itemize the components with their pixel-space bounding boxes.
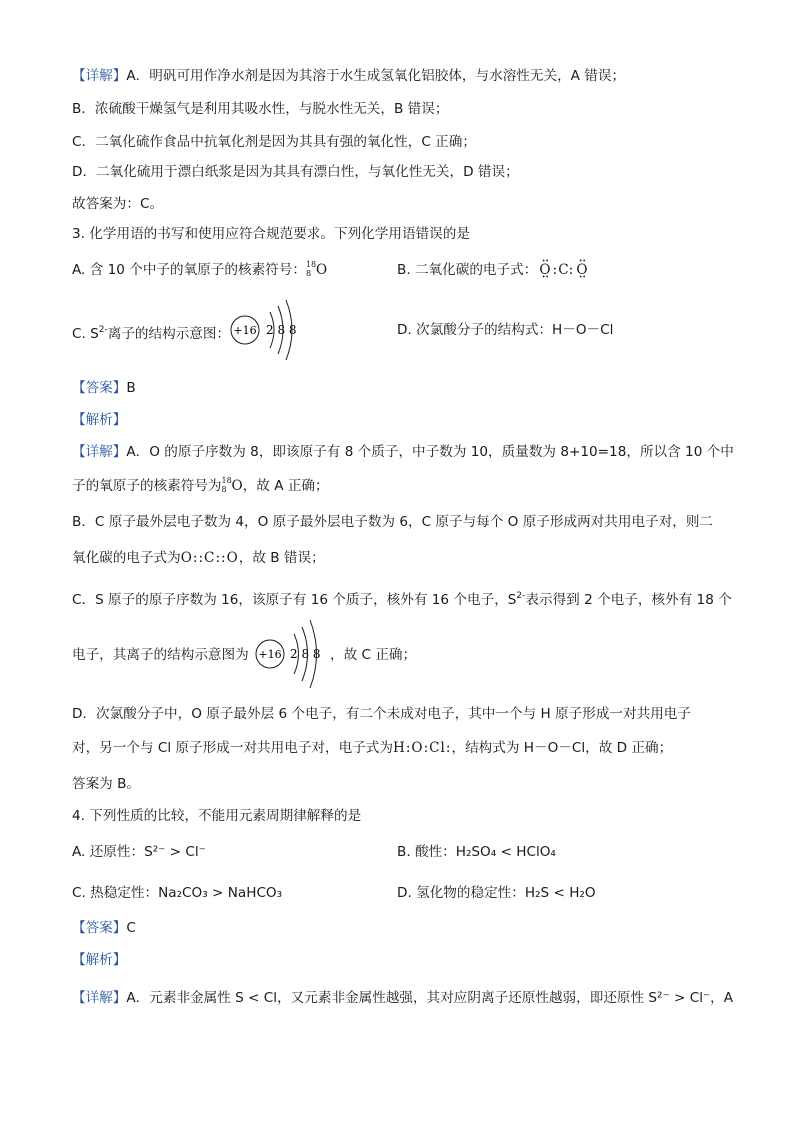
q4-option-c: C. 热稳定性：Na₂CO₃ > NaHCO₃ — [72, 885, 283, 901]
q3-option-c: C. $S^{2-}$离子的结构示意图： — [72, 325, 231, 342]
explanation-line-4: D．二氧化硫用于漂白纸浆是因为其具有漂白性，与氧化性无关，D 错误； — [72, 164, 519, 180]
q4-option-d: D. 氢化物的稳定性：H₂S < H₂O — [397, 885, 596, 901]
answer-value: B — [126, 380, 136, 396]
q3-detail-4: 氧化碳的电子式为O::C::O，故 B 错误； — [72, 550, 325, 566]
nucleus-label: +16 — [258, 648, 282, 661]
hclo-electron-formula: H:O:Cl: — [392, 740, 452, 756]
q3-detail-5: C．S 原子的原子序数为 16，该原子有 16 个质子，核外有 16 个电子，$S^{2-}$表示得到 2 个电子，核外有 18 个 — [72, 591, 732, 608]
question-4-stem: 4. 下列性质的比较，不能用元素周期律解释的是 — [72, 808, 362, 824]
explanation-line-5: 故答案为：C。 — [72, 196, 164, 212]
q3-option-a: A. 含 10 个中子的氧原子的核素符号： 18 8 O — [72, 260, 328, 278]
q3-option-d: D. 次氯酸分子的结构式：H－O－Cl — [397, 322, 614, 338]
q3-option-a-text: A. 含 10 个中子的氧原子的核素符号： — [72, 262, 306, 278]
q4-option-a: A. 还原性：S²⁻ > Cl⁻ — [72, 844, 206, 860]
co2-electron-formula-correct: O::C::O — [180, 550, 239, 566]
q3-detail-6-tail: ，故 C 正确； — [330, 647, 417, 663]
shell-electrons: 2 8 8 — [266, 323, 297, 337]
q3-detail-2: 子的氧原子的核素符号为 18 8 O，故 A 正确； — [72, 476, 329, 494]
q3-option-b — [397, 260, 589, 280]
q3-detail-7: D．次氯酸分子中，O 原子最外层 6 个电子，有二个未成对电子，其中一个与 H 原子形成一对共用电子 — [72, 706, 691, 722]
answer-value: C — [126, 920, 136, 936]
q4-detail-1: 【详解】A．元素非金属性 S < Cl，又元素非金属性越强，其对应阴离子还原性越弱，即还原性 S²⁻ > Cl⁻，A — [72, 990, 734, 1006]
q4-option-b: B. 酸性：H₂SO₄ < HClO₄ — [397, 844, 556, 860]
explanation-text: A．明矾可用作净水剂是因为其溶于水生成氢氧化铝胶体，与水溶性无关，A 错误； — [126, 68, 626, 84]
co2-electron-formula: • • O • • :C:• • O • • — [537, 262, 589, 278]
nuclide-symbol: 18 8 — [221, 476, 232, 494]
detail-tag: 【详解】 — [72, 68, 127, 84]
question-3-stem: 3. 化学用语的书写和使用应符合规范要求。下列化学用语错误的是 — [72, 226, 470, 242]
q4-answer: 【答案】C — [72, 920, 136, 936]
q3-detail-3: B．C 原子最外层电子数为 4，O 原子最外层电子数为 6，C 原子与每个 O 原子形成两对共用电子对，则二 — [72, 514, 714, 530]
q3-detail-6: 电子，其离子的结构示意图为 — [72, 647, 249, 663]
q3-detail-8: 对，另一个与 Cl 原子形成一对共用电子对，电子式为H:O:Cl:，结构式为 H－O－Cl，故 D 正确； — [72, 740, 673, 756]
q3-detail-9: 答案为 B。 — [72, 776, 141, 792]
q3-option-b-text: B. 二氧化碳的电子式： — [397, 262, 538, 278]
explanation-line-2: B．浓硫酸干燥氢气是利用其吸水性，与脱水性无关，B 错误； — [72, 101, 449, 117]
q3-detail-1: 【详解】A．O 的原子序数为 8，即该原子有 8 个质子，中子数为 10，质量数为 8+10=18，所以含 10 个中 — [72, 444, 734, 460]
nuclide-symbol: 18 8 — [305, 260, 317, 278]
nucleus-label: +16 — [233, 324, 257, 337]
shell-electrons: 2 8 8 — [290, 647, 321, 661]
explanation-line-1 — [72, 66, 625, 86]
q4-analysis-tag: 【解析】 — [72, 952, 127, 968]
q3-answer: 【答案】B — [72, 380, 136, 396]
explanation-line-3: C．二氧化硫作食品中抗氧化剂是因为其具有强的氧化性，C 正确； — [72, 134, 476, 150]
ion-structure-diagram — [228, 300, 308, 360]
q3-analysis-tag: 【解析】 — [72, 412, 127, 428]
